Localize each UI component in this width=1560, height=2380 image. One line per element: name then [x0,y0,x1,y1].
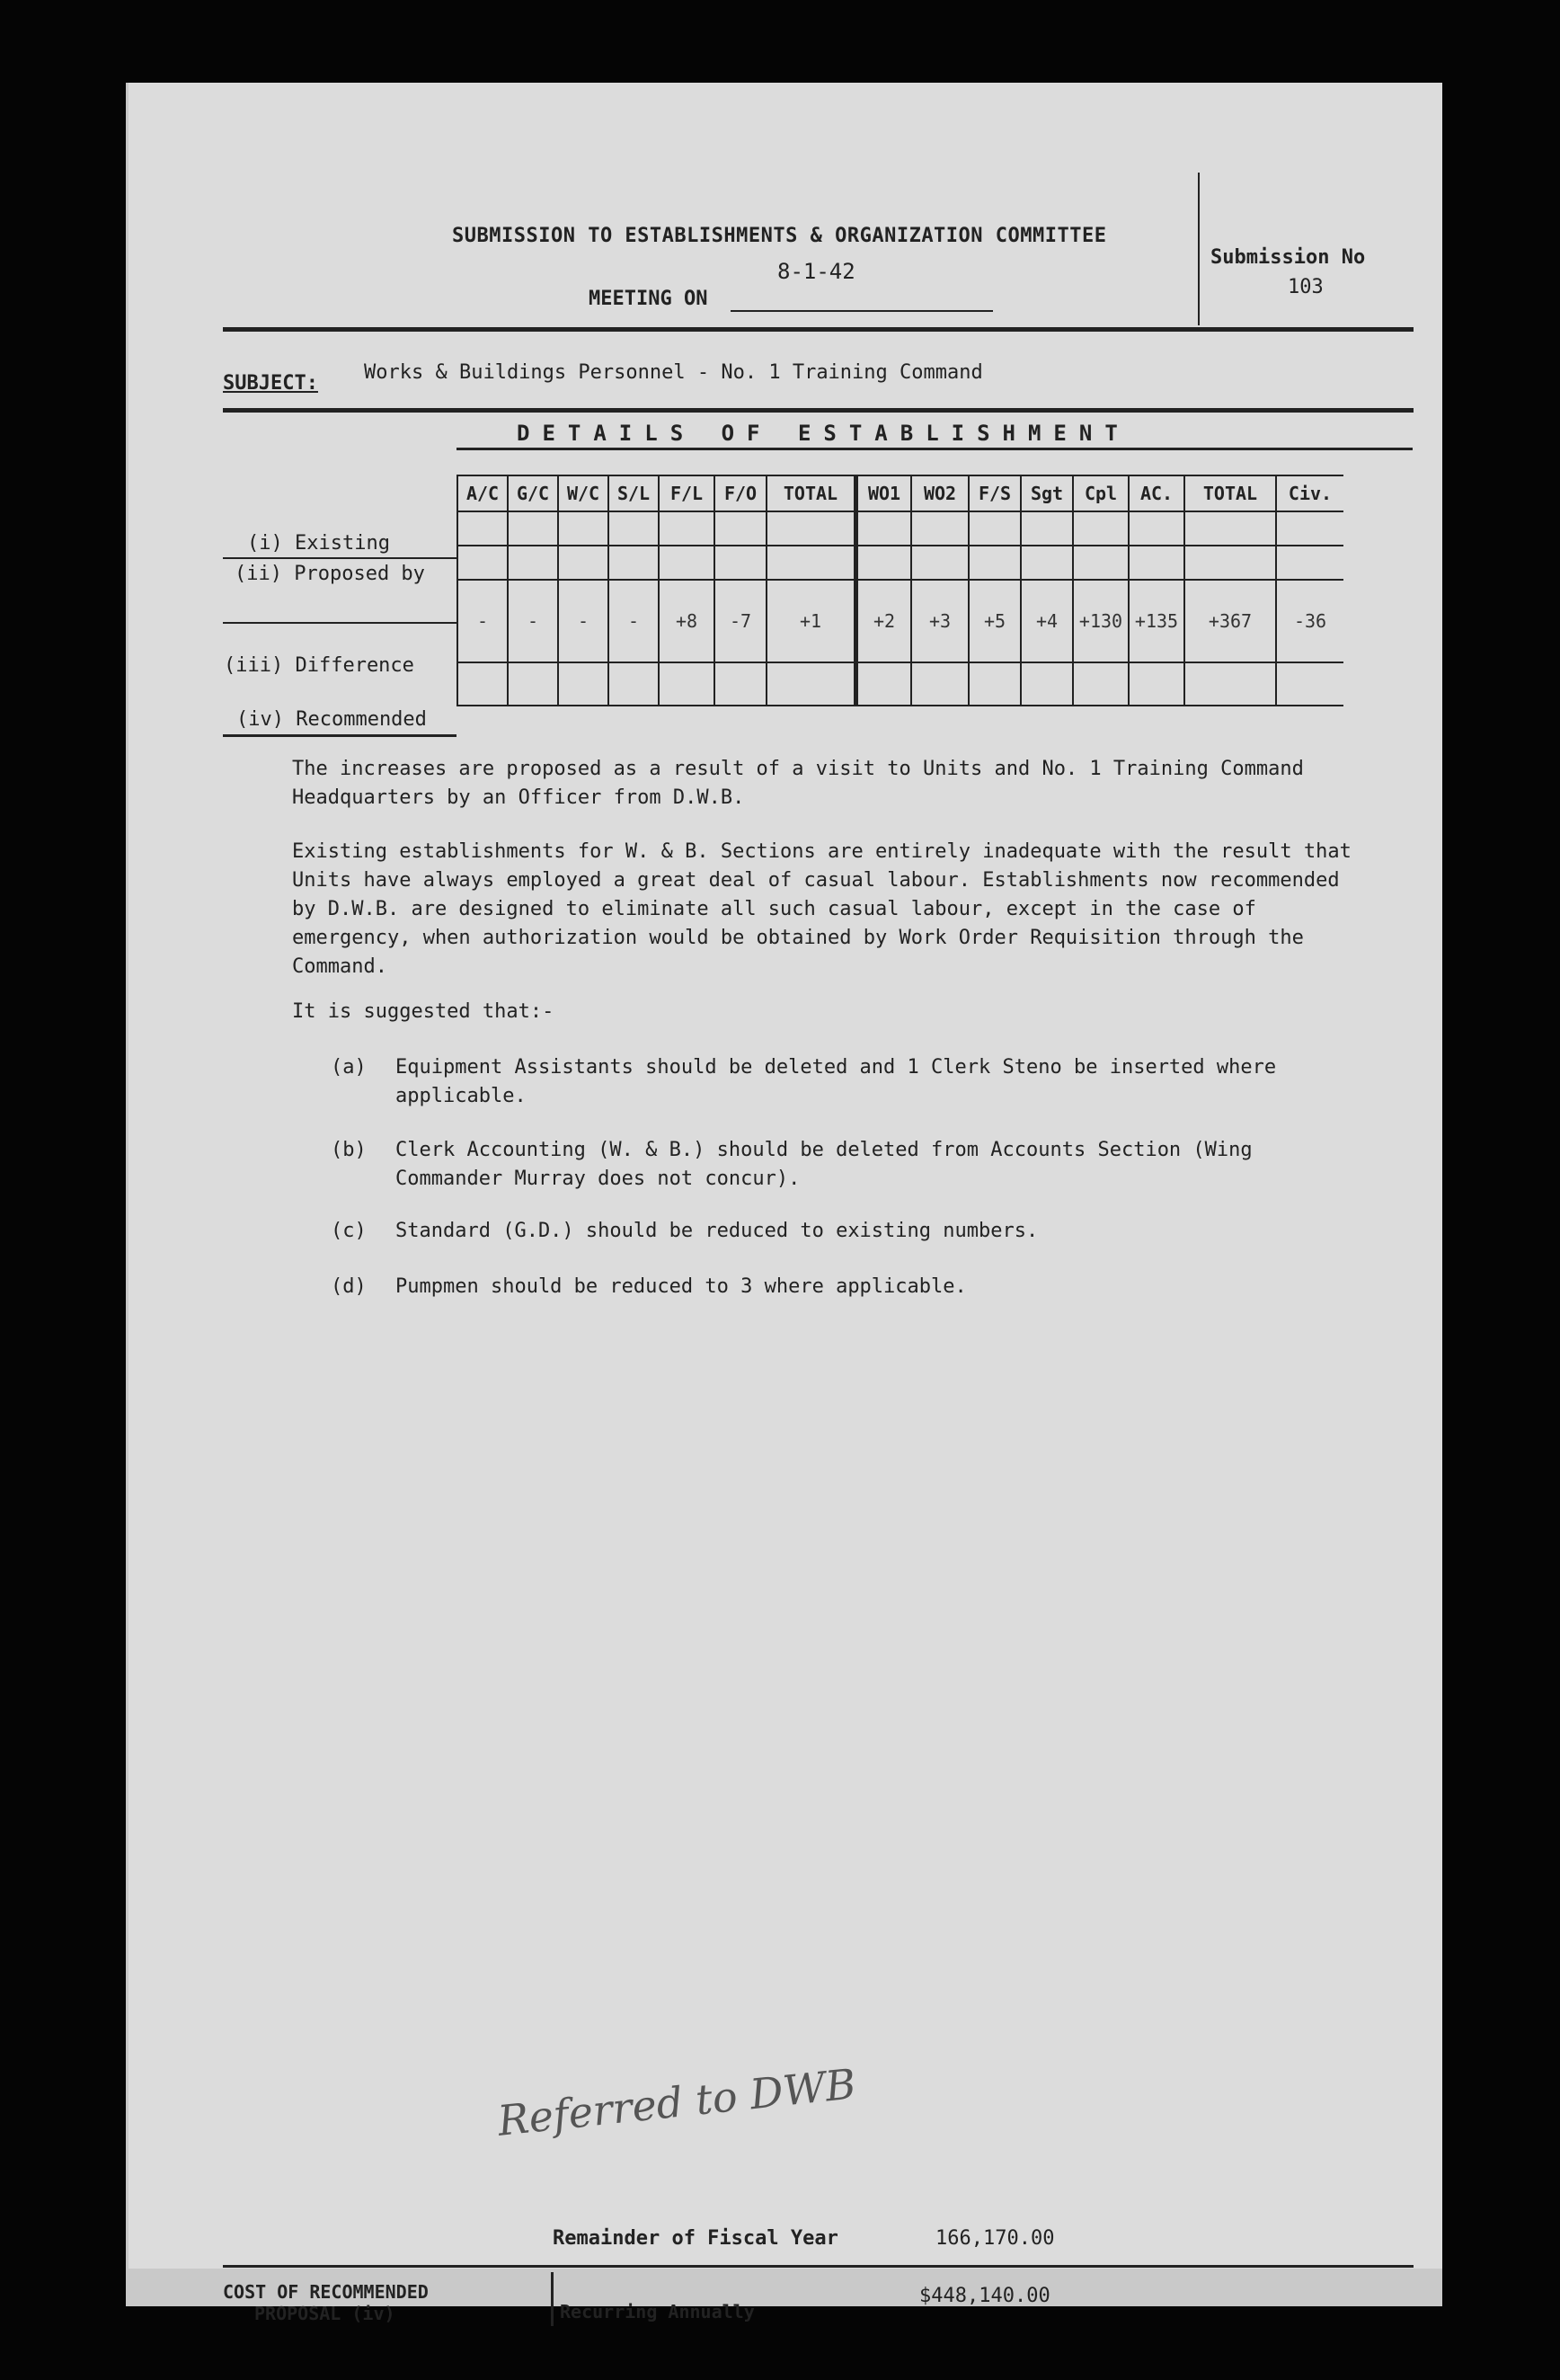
subject-label: SUBJECT: [223,372,318,395]
table-cell [911,546,969,580]
table-cell [1021,662,1073,706]
row-separator [223,557,456,559]
table-cell [714,662,767,706]
row-separator [223,622,456,624]
document-title: SUBMISSION TO ESTABLISHMENTS & ORGANIZATION COMMITTEE [452,225,1107,247]
table-cell [508,662,558,706]
establishment-table [456,475,1343,706]
col-header: W/C [558,475,608,511]
table-row-existing [457,511,1343,546]
table-row-difference [457,580,1343,662]
table-cell [714,546,767,580]
table-cell [1129,511,1184,546]
table-cell: -36 [1276,580,1343,662]
table-cell [969,662,1021,706]
table-cell [969,511,1021,546]
table-cell [714,511,767,546]
table-cell [1021,511,1073,546]
table-cell [558,511,608,546]
table-row-recommended [457,662,1343,706]
meeting-date-line [731,310,993,312]
table-cell [508,511,558,546]
row-separator [223,734,456,737]
cost-divider [551,2272,554,2326]
table-cell: +367 [1184,580,1276,662]
table-cell [1073,662,1129,706]
table-cell: -7 [714,580,767,662]
cost-rule [223,2265,1414,2268]
suggestion-marker-d: (d) [331,1275,367,1298]
details-rule [456,448,1413,450]
table-cell [1184,662,1276,706]
details-title: DETAILS OF ESTABLISHMENT [517,421,1130,446]
handwritten-note: Referred to DWB [495,2059,858,2145]
table-cell [856,546,912,580]
table-cell [1073,511,1129,546]
table-cell [457,662,508,706]
col-header: F/L [659,475,714,511]
paragraph-increases: The increases are proposed as a result of a visit to Units and No. 1 Training Command Headquarters by an Officer from D.W.B. [292,758,1304,809]
suggestion-text-d: Pumpmen should be reduced to 3 where applicable. [395,1275,967,1298]
table-cell [659,546,714,580]
table-cell [608,511,659,546]
col-header: F/S [969,475,1021,511]
remainder-fiscal-year-label: Remainder of Fiscal Year [553,2227,838,2250]
table-cell [767,546,856,580]
cost-label: COST OF RECOMMENDED [223,2281,429,2303]
table-cell [659,511,714,546]
suggestion-marker-b: (b) [331,1139,367,1161]
row-label-existing: (i) Existing [247,532,390,555]
table-cell [1276,511,1343,546]
table-cell [1021,546,1073,580]
col-header: G/C [508,475,558,511]
suggestion-text-c: Standard (G.D.) should be reduced to existing numbers. [395,1220,1039,1242]
col-header: Cpl [1073,475,1129,511]
table-cell [1129,662,1184,706]
table-cell [1184,546,1276,580]
col-header: A/C [457,475,508,511]
table-cell [1129,546,1184,580]
table-cell: +5 [969,580,1021,662]
suggestion-marker-a: (a) [331,1056,367,1079]
table-cell [1073,546,1129,580]
table-cell: - [457,580,508,662]
table-cell [1276,546,1343,580]
col-header: Civ. [1276,475,1343,511]
table-cell [659,662,714,706]
submission-label: Submission No [1210,246,1366,269]
col-header: AC. [1129,475,1184,511]
col-header: Sgt [1021,475,1073,511]
table-cell: +1 [767,580,856,662]
col-header: WO2 [911,475,969,511]
table-cell [1276,662,1343,706]
table-cell [767,662,856,706]
col-header: WO1 [856,475,912,511]
row-label-recommended: (iv) Recommended [236,708,427,731]
col-header: S/L [608,475,659,511]
subject-text: Works & Buildings Personnel - No. 1 Training Command [364,361,983,384]
table-cell [457,511,508,546]
col-header: TOTAL [767,475,856,511]
paragraph-existing-establishments: Existing establishments for W. & B. Sections are entirely inadequate with the result that Units have always employed a great deal of casual labour. Establishments now recommended by D.W.B. are designed to eliminate all such casual labour, except in the case of emergency, when authorization would be obtained by Work Order Requisition through the Command. [292,840,1352,978]
table-row-proposed [457,546,1343,580]
table-cell [767,511,856,546]
row-label-difference: (iii) Difference [224,654,414,677]
header-rule [223,327,1414,332]
table-cell [558,662,608,706]
remainder-fiscal-year-value: 166,170.00 [935,2227,1055,2250]
table-cell [558,546,608,580]
table-cell [856,662,912,706]
suggestion-marker-c: (c) [331,1220,367,1242]
table-cell: +130 [1073,580,1129,662]
row-label-proposed: (ii) Proposed by [235,563,425,585]
meeting-label: MEETING ON [589,288,708,310]
suggestion-text-b: Clerk Accounting (W. & B.) should be deleted from Accounts Section (Wing Commander Murray does not concur). [395,1139,1253,1190]
col-header: F/O [714,475,767,511]
document-page [126,83,1442,2324]
table-cell: +8 [659,580,714,662]
table-cell: - [558,580,608,662]
table-cell: +2 [856,580,912,662]
suggestion-text-a: Equipment Assistants should be deleted and 1 Clerk Steno be inserted where applicable. [395,1056,1277,1107]
table-cell: - [508,580,558,662]
table-cell: - [608,580,659,662]
table-cell [911,662,969,706]
submission-number: 103 [1288,276,1324,298]
cost-label-line2: PROPOSAL (iv) [254,2303,395,2324]
table-cell: +3 [911,580,969,662]
table-cell: +4 [1021,580,1073,662]
paragraph-suggested: It is suggested that:- [292,1000,554,1023]
subject-rule [223,408,1414,413]
table-cell [457,546,508,580]
submission-box-divider [1198,173,1200,325]
meeting-date: 8-1-42 [777,259,855,284]
recurring-annually-label: Recurring Annually [560,2301,755,2322]
table-cell [1184,511,1276,546]
col-header: TOTAL [1184,475,1276,511]
table-cell [856,511,912,546]
table-cell [911,511,969,546]
table-cell [969,546,1021,580]
recurring-annually-value: $448,140.00 [919,2285,1050,2307]
table-header-row [457,475,1343,511]
table-cell [508,546,558,580]
table-cell [608,662,659,706]
table-cell: +135 [1129,580,1184,662]
table-cell [608,546,659,580]
